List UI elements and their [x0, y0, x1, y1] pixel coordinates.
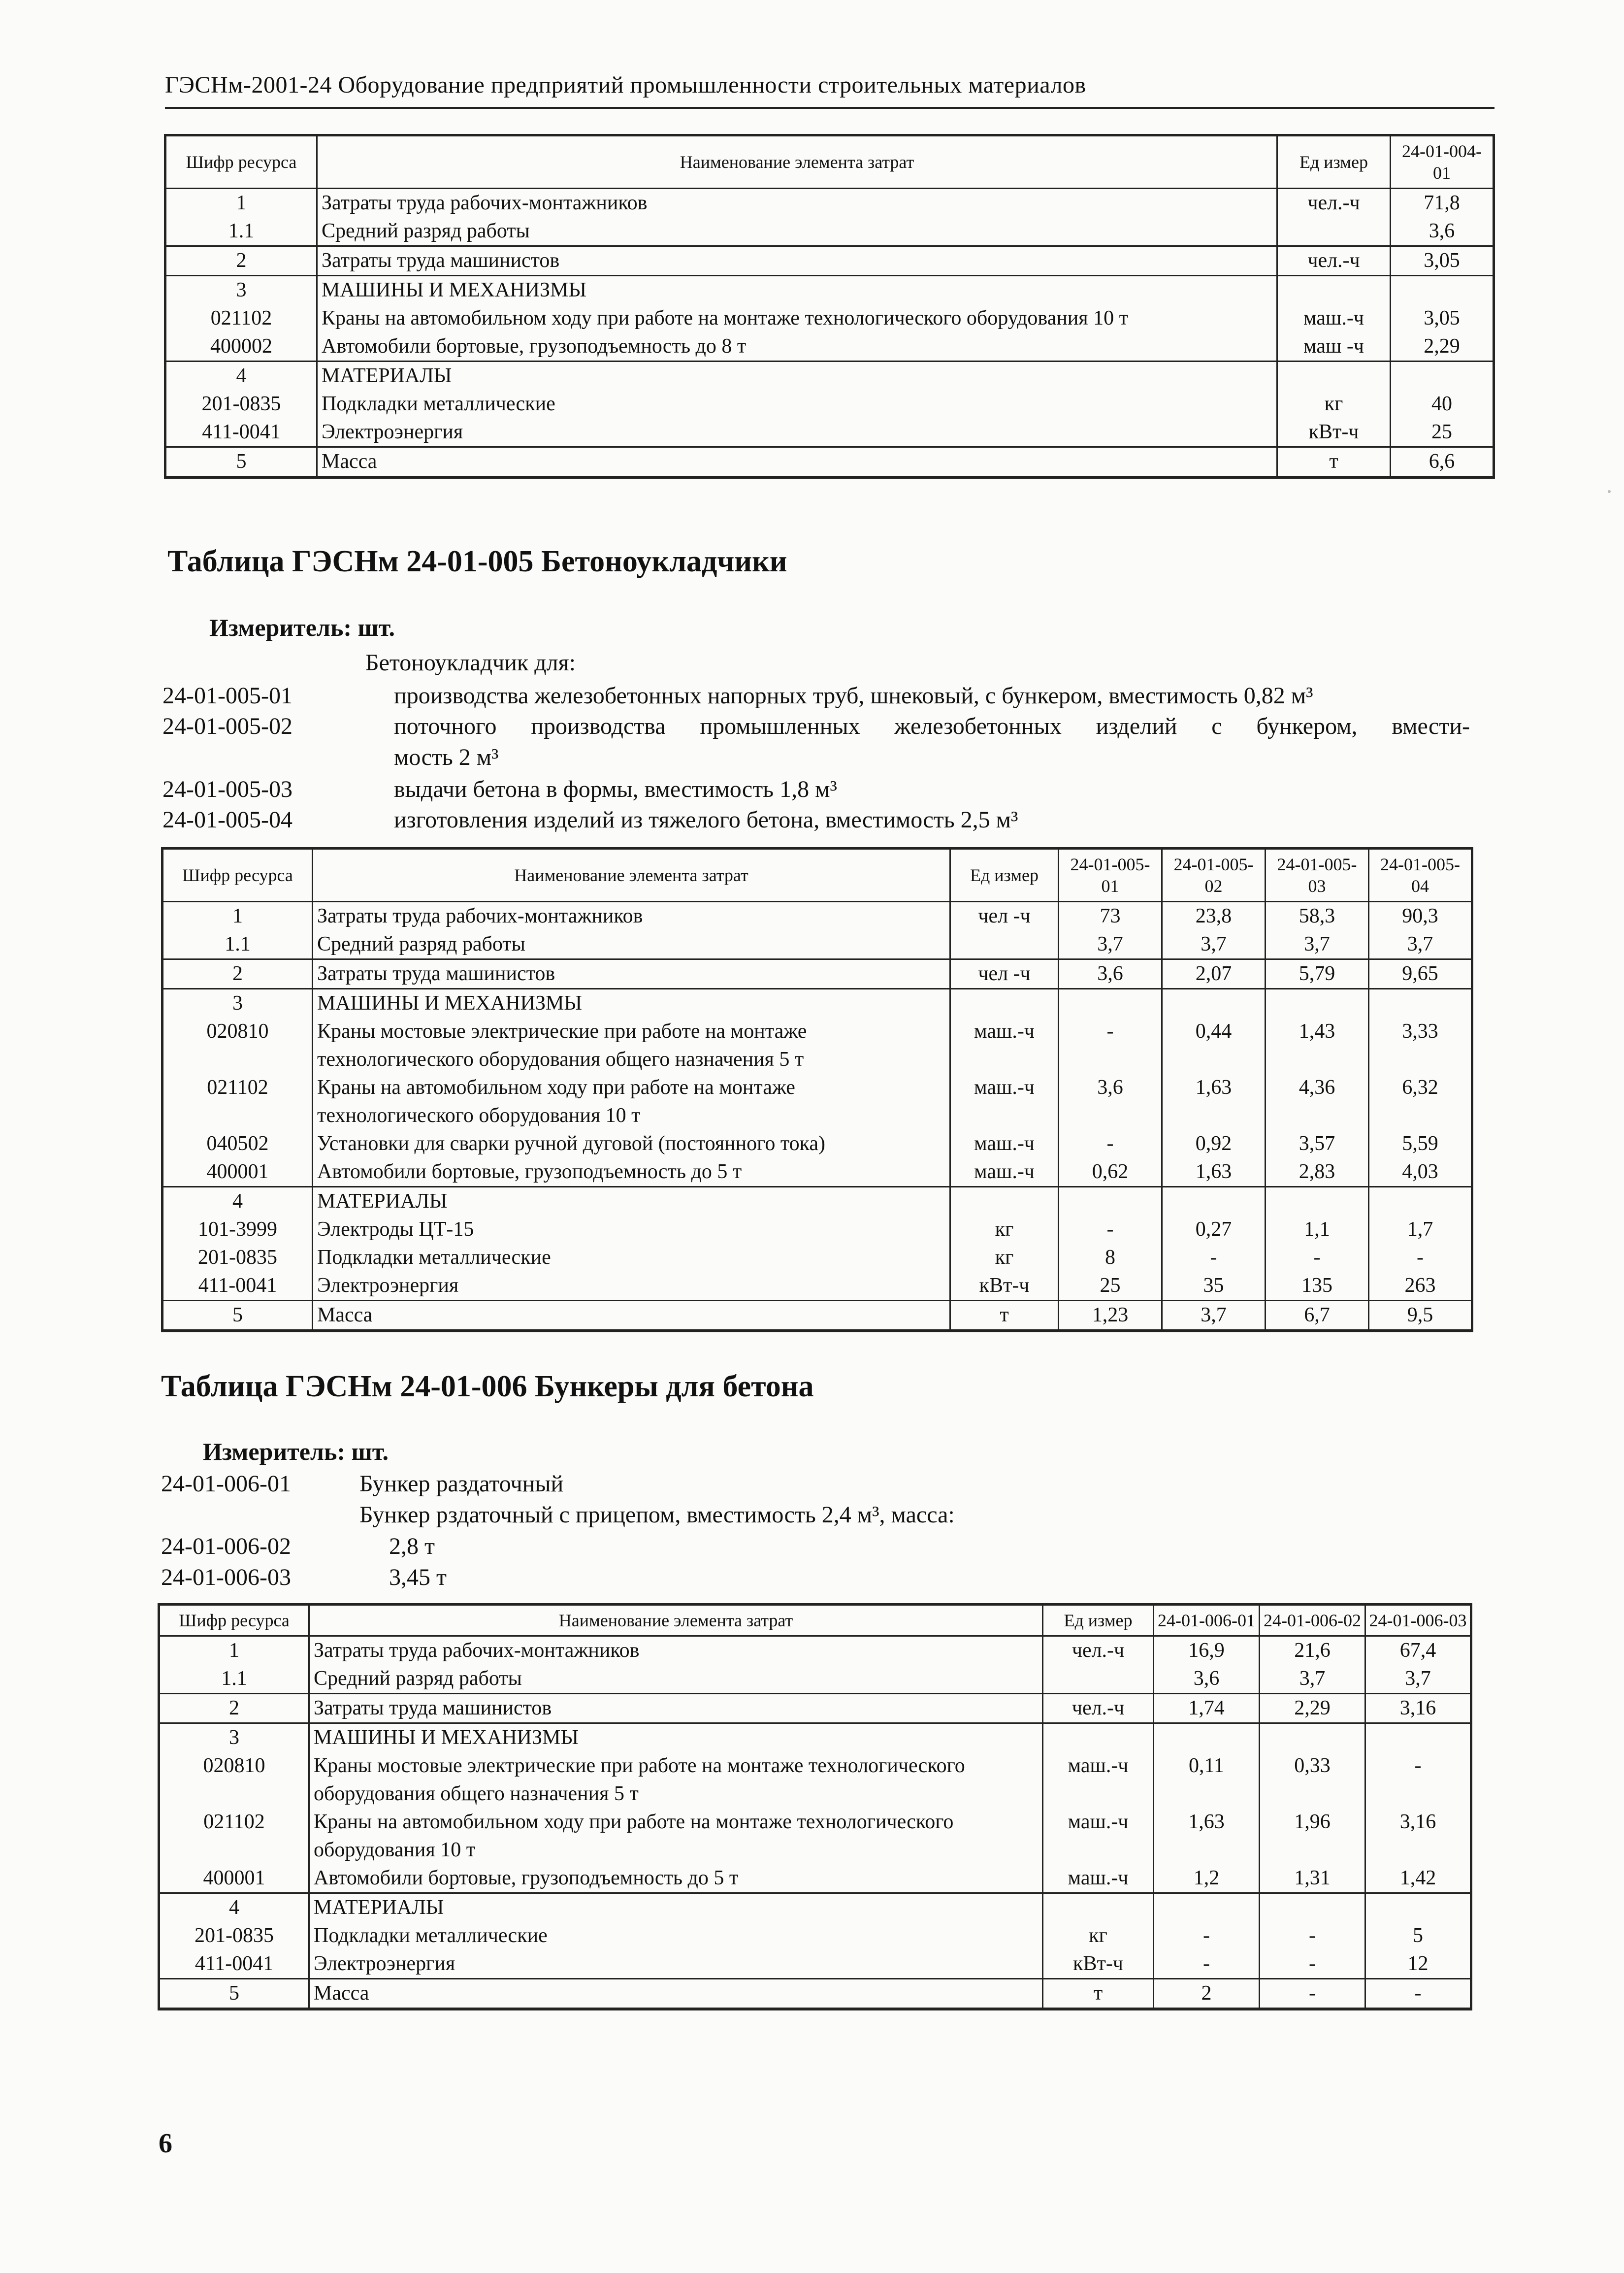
col-header-norm: 24-01-004-01: [1391, 135, 1494, 189]
norm-value: 1,2: [1154, 1864, 1260, 1893]
unit-cell: маш.-ч: [950, 1158, 1059, 1187]
col-header-name: Наименование элемента затрат: [317, 135, 1277, 189]
table-row: [165, 418, 1494, 447]
item-text: Бункер рздаточный с прицепом, вместимость 2,4 м³, масса:: [359, 1502, 955, 1528]
unit-cell: маш -ч: [1277, 332, 1391, 362]
section-heading: МАТЕРИАЛЫ: [317, 362, 1277, 391]
norm-value: 3,33: [1369, 1018, 1472, 1074]
resource-code: 201-0835: [159, 1922, 309, 1950]
col-header-unit: Ед измер: [1277, 135, 1391, 189]
norm-value: 263: [1369, 1272, 1472, 1301]
table-row: [162, 1272, 1472, 1301]
unit-cell: [950, 930, 1059, 959]
norm-value: 9,65: [1369, 959, 1472, 989]
norm-value: 3,7: [1369, 930, 1472, 959]
unit-cell: кВт-ч: [1277, 418, 1391, 447]
norm-value: 1,74: [1154, 1694, 1260, 1723]
col-header-norm: 24-01-006-01: [1154, 1605, 1260, 1636]
norm-value: 3,16: [1365, 1808, 1471, 1864]
unit-cell: маш.-ч: [1043, 1864, 1154, 1893]
item-code: 24-01-005-03: [162, 776, 292, 802]
item-code: 24-01-006-03: [161, 1564, 291, 1590]
table-row: [159, 1752, 1471, 1808]
norm-value: 58,3: [1266, 902, 1369, 931]
norm-value: -: [1059, 1216, 1162, 1244]
col-header-name: Наименование элемента затрат: [309, 1605, 1043, 1636]
norm-value: 3,6: [1059, 959, 1162, 989]
col-header-norm: 24-01-005-02: [1162, 849, 1266, 902]
norm-value: [1369, 989, 1472, 1018]
cost-element-name: Краны мостовые электрические при работе на монтаже технологического оборудования общего назначения 5 т: [313, 1018, 950, 1074]
table-row: [162, 1158, 1472, 1187]
item-text: изготовления изделий из тяжелого бетона, вместимость 2,5 м³: [394, 807, 1018, 833]
cost-element-name: Масса: [313, 1301, 950, 1331]
item-code: 24-01-005-04: [162, 807, 292, 833]
norm-value: 0,62: [1059, 1158, 1162, 1187]
norm-value: 8: [1059, 1244, 1162, 1272]
norm-value: 73: [1059, 902, 1162, 931]
resource-code: 400001: [162, 1158, 313, 1187]
norm-value: 1,43: [1266, 1018, 1369, 1074]
table-row: [165, 390, 1494, 418]
col-header-norm: 24-01-005-03: [1266, 849, 1369, 902]
cost-element-name: Средний разряд работы: [317, 217, 1277, 246]
section-heading: МАШИНЫ И МЕХАНИЗМЫ: [309, 1723, 1043, 1752]
table-row: [165, 447, 1494, 478]
meter-label: Измеритель:: [209, 614, 352, 641]
norm-value: [1260, 1893, 1365, 1922]
norm-value: 1,23: [1059, 1301, 1162, 1331]
table-row: [162, 959, 1472, 989]
resource-code: 3: [162, 989, 313, 1018]
norm-value: 1,7: [1369, 1216, 1472, 1244]
table-row: [162, 1187, 1472, 1216]
norm-value: 5,79: [1266, 959, 1369, 989]
resource-code: 2: [165, 246, 317, 276]
item-text: производства железобетонных напорных труб, шнековый, с бункером, вместимость 0,82 м³: [394, 683, 1313, 709]
norm-value: -: [1365, 1752, 1471, 1808]
resource-code: 4: [165, 362, 317, 391]
norm-value: -: [1369, 1244, 1472, 1272]
unit-cell: маш.-ч: [950, 1130, 1059, 1158]
resource-code: 2: [159, 1694, 309, 1723]
table-row: [162, 930, 1472, 959]
norm-value: 21,6: [1260, 1636, 1365, 1665]
table-row: [165, 362, 1494, 391]
col-header-norm: 24-01-005-01: [1059, 849, 1162, 902]
unit-cell: маш.-ч: [950, 1018, 1059, 1074]
norm-value: 1,63: [1162, 1074, 1266, 1130]
norm-value: [1369, 1187, 1472, 1216]
cost-element-name: Установки для сварки ручной дуговой (постоянного тока): [313, 1130, 950, 1158]
norm-value: [1260, 1723, 1365, 1752]
intro-24-01-005: Бетоноукладчик для:: [365, 650, 576, 676]
norm-value: [1266, 1187, 1369, 1216]
norm-value: [1059, 1187, 1162, 1216]
cost-element-name: Средний разряд работы: [309, 1665, 1043, 1694]
norm-value: 3,7: [1260, 1665, 1365, 1694]
norm-value: 1,31: [1260, 1864, 1365, 1893]
resource-code: 040502: [162, 1130, 313, 1158]
item-text: поточного производства промышленных железобетонных изделий с бункером, вмести-: [394, 713, 1470, 739]
table-row: [165, 246, 1494, 276]
resource-code: 411-0041: [162, 1272, 313, 1301]
cost-element-name: Масса: [317, 447, 1277, 478]
norm-value: 3,6: [1059, 1074, 1162, 1130]
table-row: [165, 217, 1494, 246]
unit-cell: кВт-ч: [950, 1272, 1059, 1301]
norm-value: [1059, 989, 1162, 1018]
table-row: [165, 332, 1494, 362]
unit-cell: т: [1277, 447, 1391, 478]
meter-24-01-005: [209, 613, 395, 642]
norm-value: -: [1162, 1244, 1266, 1272]
resource-code: 1.1: [165, 217, 317, 246]
unit-cell: маш.-ч: [1277, 304, 1391, 332]
resource-code: 400001: [159, 1864, 309, 1893]
norm-value: 40: [1391, 390, 1494, 418]
norm-value: [1154, 1723, 1260, 1752]
resource-code: 1.1: [162, 930, 313, 959]
col-header-norm: 24-01-005-04: [1369, 849, 1472, 902]
norm-value: 1,96: [1260, 1808, 1365, 1864]
cost-element-name: Подкладки металлические: [309, 1922, 1043, 1950]
table-row: [159, 1864, 1471, 1893]
cost-element-name: Краны на автомобильном ходу при работе на монтаже технологического оборудования 10 т: [313, 1074, 950, 1130]
cost-element-name: Затраты труда машинистов: [309, 1694, 1043, 1723]
resource-code: 1: [162, 902, 313, 931]
norm-value: -: [1260, 1922, 1365, 1950]
unit-cell: [950, 1187, 1059, 1216]
unit-cell: маш.-ч: [950, 1074, 1059, 1130]
norm-value: 0,33: [1260, 1752, 1365, 1808]
norm-value: -: [1154, 1950, 1260, 1979]
norm-value: 25: [1059, 1272, 1162, 1301]
page-number: 6: [159, 2128, 172, 2159]
section-heading: МАТЕРИАЛЫ: [313, 1187, 950, 1216]
norm-value: -: [1365, 1979, 1471, 2009]
unit-cell: т: [950, 1301, 1059, 1331]
norm-value: 6,7: [1266, 1301, 1369, 1331]
norm-value: 0,11: [1154, 1752, 1260, 1808]
table-row: [159, 1979, 1471, 2009]
unit-cell: чел -ч: [950, 959, 1059, 989]
unit-cell: [1277, 276, 1391, 305]
resource-table-24-01-004: [164, 134, 1495, 479]
resource-code: 201-0835: [162, 1244, 313, 1272]
norm-value: 1,1: [1266, 1216, 1369, 1244]
table-row: [159, 1922, 1471, 1950]
col-header-unit: Ед измер: [950, 849, 1059, 902]
norm-value: -: [1260, 1979, 1365, 2009]
section-heading: МАШИНЫ И МЕХАНИЗМЫ: [313, 989, 950, 1018]
item-text: Бункер раздаточный: [359, 1471, 564, 1497]
norm-value: -: [1260, 1950, 1365, 1979]
norm-value: 2,83: [1266, 1158, 1369, 1187]
resource-code: 400002: [165, 332, 317, 362]
norm-value: 4,36: [1266, 1074, 1369, 1130]
col-header-code: Шифр ресурса: [159, 1605, 309, 1636]
cost-element-name: Краны мостовые электрические при работе на монтаже технологического оборудования общего назначения 5 т: [309, 1752, 1043, 1808]
unit-cell: кг: [950, 1216, 1059, 1244]
norm-value: 67,4: [1365, 1636, 1471, 1665]
norm-value: 3,05: [1391, 246, 1494, 276]
unit-cell: т: [1043, 1979, 1154, 2009]
table-row: [159, 1694, 1471, 1723]
meter-label: Измеритель:: [203, 1438, 346, 1465]
norm-value: [1365, 1723, 1471, 1752]
table-row: [159, 1950, 1471, 1979]
header-rule: [165, 107, 1494, 109]
table-title-24-01-006: Таблица ГЭСНм 24-01-006 Бункеры для бетона: [161, 1370, 814, 1403]
resource-code: 1.1: [159, 1665, 309, 1694]
item-code: 24-01-005-02: [162, 713, 292, 739]
resource-code: 020810: [159, 1752, 309, 1808]
cost-element-name: Краны на автомобильном ходу при работе на монтаже технологического оборудования 10 т: [309, 1808, 1043, 1864]
unit-cell: чел.-ч: [1277, 189, 1391, 218]
cost-element-name: Затраты труда рабочих-монтажников: [313, 902, 950, 931]
cost-element-name: Автомобили бортовые, грузоподъемность до 5 т: [313, 1158, 950, 1187]
norm-value: 1,63: [1162, 1158, 1266, 1187]
item-text: 2,8 т: [389, 1533, 435, 1559]
cost-element-name: Автомобили бортовые, грузоподъемность до 5 т: [309, 1864, 1043, 1893]
table-row: [162, 1216, 1472, 1244]
meter-value: шт.: [351, 1438, 389, 1465]
item-text: 3,45 т: [389, 1564, 447, 1590]
table-row: [162, 902, 1472, 931]
unit-cell: [1043, 1723, 1154, 1752]
resource-code: 411-0041: [159, 1950, 309, 1979]
unit-cell: кВт-ч: [1043, 1950, 1154, 1979]
norm-value: -: [1154, 1922, 1260, 1950]
unit-cell: маш.-ч: [1043, 1808, 1154, 1864]
unit-cell: [950, 989, 1059, 1018]
unit-cell: чел.-ч: [1277, 246, 1391, 276]
meter-24-01-006: [203, 1437, 389, 1466]
cost-element-name: Затраты труда машинистов: [313, 959, 950, 989]
norm-value: 0,44: [1162, 1018, 1266, 1074]
resource-code: 101-3999: [162, 1216, 313, 1244]
norm-value: 0,92: [1162, 1130, 1266, 1158]
unit-cell: маш.-ч: [1043, 1752, 1154, 1808]
unit-cell: [1277, 362, 1391, 391]
table-row: [165, 276, 1494, 305]
item-code: 24-01-005-01: [162, 683, 292, 709]
unit-cell: кг: [950, 1244, 1059, 1272]
section-heading: МАТЕРИАЛЫ: [309, 1893, 1043, 1922]
norm-value: -: [1266, 1244, 1369, 1272]
norm-value: [1154, 1893, 1260, 1922]
resource-code: 3: [159, 1723, 309, 1752]
resource-code: 5: [165, 447, 317, 478]
resource-code: 4: [159, 1893, 309, 1922]
item-code: 24-01-006-01: [161, 1471, 291, 1497]
norm-value: 35: [1162, 1272, 1266, 1301]
norm-value: 2,29: [1391, 332, 1494, 362]
norm-value: 25: [1391, 418, 1494, 447]
col-header-code: Шифр ресурса: [165, 135, 317, 189]
col-header-norm: 24-01-006-03: [1365, 1605, 1471, 1636]
resource-code: 4: [162, 1187, 313, 1216]
table-row: [165, 304, 1494, 332]
cost-element-name: Затраты труда рабочих-монтажников: [317, 189, 1277, 218]
unit-cell: чел.-ч: [1043, 1694, 1154, 1723]
norm-value: 3,7: [1266, 930, 1369, 959]
scan-speck: [1608, 490, 1611, 493]
norm-value: -: [1059, 1130, 1162, 1158]
table-row: [162, 1244, 1472, 1272]
meter-value: шт.: [357, 614, 395, 641]
table-row: [159, 1636, 1471, 1665]
col-header-name: Наименование элемента затрат: [313, 849, 950, 902]
table-row: [162, 1301, 1472, 1331]
norm-value: 2: [1154, 1979, 1260, 2009]
norm-value: 6,32: [1369, 1074, 1472, 1130]
cost-element-name: Подкладки металлические: [317, 390, 1277, 418]
unit-cell: [1277, 217, 1391, 246]
table-row: [159, 1723, 1471, 1752]
norm-value: 23,8: [1162, 902, 1266, 931]
norm-value: 90,3: [1369, 902, 1472, 931]
resource-code: 201-0835: [165, 390, 317, 418]
table-row: [159, 1808, 1471, 1864]
cost-element-name: Электроды ЦТ-15: [313, 1216, 950, 1244]
norm-value: [1266, 989, 1369, 1018]
norm-value: 16,9: [1154, 1636, 1260, 1665]
cost-element-name: Подкладки металлические: [313, 1244, 950, 1272]
resource-code: 1: [165, 189, 317, 218]
resource-code: 5: [159, 1979, 309, 2009]
unit-cell: чел.-ч: [1043, 1636, 1154, 1665]
cost-element-name: Электроэнергия: [317, 418, 1277, 447]
item-code: 24-01-006-02: [161, 1533, 291, 1559]
resource-code: 021102: [162, 1074, 313, 1130]
resource-table-24-01-006: [158, 1603, 1472, 2010]
norm-value: 9,5: [1369, 1301, 1472, 1331]
norm-value: 4,03: [1369, 1158, 1472, 1187]
resource-code: 2: [162, 959, 313, 989]
table-row: [159, 1665, 1471, 1694]
table-row: [162, 1074, 1472, 1130]
unit-cell: кг: [1277, 390, 1391, 418]
table-row: [162, 1018, 1472, 1074]
norm-value: 3,05: [1391, 304, 1494, 332]
norm-value: 12: [1365, 1950, 1471, 1979]
cost-element-name: Электроэнергия: [309, 1950, 1043, 1979]
page-header: ГЭСНм-2001-24 Оборудование предприятий промышленности строительных материалов: [165, 72, 1086, 98]
resource-code: 411-0041: [165, 418, 317, 447]
cost-element-name: Электроэнергия: [313, 1272, 950, 1301]
norm-value: [1391, 276, 1494, 305]
norm-value: 5,59: [1369, 1130, 1472, 1158]
norm-value: 3,7: [1365, 1665, 1471, 1694]
norm-value: 3,7: [1162, 1301, 1266, 1331]
norm-value: 2,07: [1162, 959, 1266, 989]
cost-element-name: Масса: [309, 1979, 1043, 2009]
norm-value: 0,27: [1162, 1216, 1266, 1244]
norm-value: 3,7: [1059, 930, 1162, 959]
norm-value: 2,29: [1260, 1694, 1365, 1723]
resource-code: 5: [162, 1301, 313, 1331]
table-row: [162, 1130, 1472, 1158]
norm-value: 5: [1365, 1922, 1471, 1950]
cost-element-name: Краны на автомобильном ходу при работе на монтаже технологического оборудования 10 т: [317, 304, 1277, 332]
unit-cell: чел -ч: [950, 902, 1059, 931]
norm-value: 3,6: [1391, 217, 1494, 246]
norm-value: [1391, 362, 1494, 391]
cost-element-name: Средний разряд работы: [313, 930, 950, 959]
cost-element-name: Затраты труда рабочих-монтажников: [309, 1636, 1043, 1665]
section-heading: МАШИНЫ И МЕХАНИЗМЫ: [317, 276, 1277, 305]
item-text: выдачи бетона в формы, вместимость 1,8 м³: [394, 776, 837, 802]
norm-value: 6,6: [1391, 447, 1494, 478]
col-header-unit: Ед измер: [1043, 1605, 1154, 1636]
cost-element-name: Автомобили бортовые, грузоподъемность до 8 т: [317, 332, 1277, 362]
norm-value: 135: [1266, 1272, 1369, 1301]
norm-value: -: [1059, 1018, 1162, 1074]
table-row: [159, 1893, 1471, 1922]
norm-value: [1162, 1187, 1266, 1216]
unit-cell: кг: [1043, 1922, 1154, 1950]
col-header-code: Шифр ресурса: [162, 849, 313, 902]
resource-code: 3: [165, 276, 317, 305]
unit-cell: [1043, 1665, 1154, 1694]
col-header-norm: 24-01-006-02: [1260, 1605, 1365, 1636]
resource-code: 021102: [165, 304, 317, 332]
table-row: [162, 989, 1472, 1018]
norm-value: 71,8: [1391, 189, 1494, 218]
unit-cell: [1043, 1893, 1154, 1922]
cost-element-name: Затраты труда машинистов: [317, 246, 1277, 276]
resource-table-24-01-005: [161, 847, 1473, 1332]
resource-code: 1: [159, 1636, 309, 1665]
norm-value: [1365, 1893, 1471, 1922]
norm-value: 1,42: [1365, 1864, 1471, 1893]
table-row: [165, 189, 1494, 218]
table-title-24-01-005: Таблица ГЭСНм 24-01-005 Бетоноукладчики: [167, 545, 787, 578]
norm-value: 3,6: [1154, 1665, 1260, 1694]
resource-code: 021102: [159, 1808, 309, 1864]
norm-value: 3,16: [1365, 1694, 1471, 1723]
norm-value: 3,7: [1162, 930, 1266, 959]
item-text-cont: мость 2 м³: [394, 744, 499, 770]
norm-value: 3,57: [1266, 1130, 1369, 1158]
norm-value: 1,63: [1154, 1808, 1260, 1864]
norm-value: [1162, 989, 1266, 1018]
resource-code: 020810: [162, 1018, 313, 1074]
